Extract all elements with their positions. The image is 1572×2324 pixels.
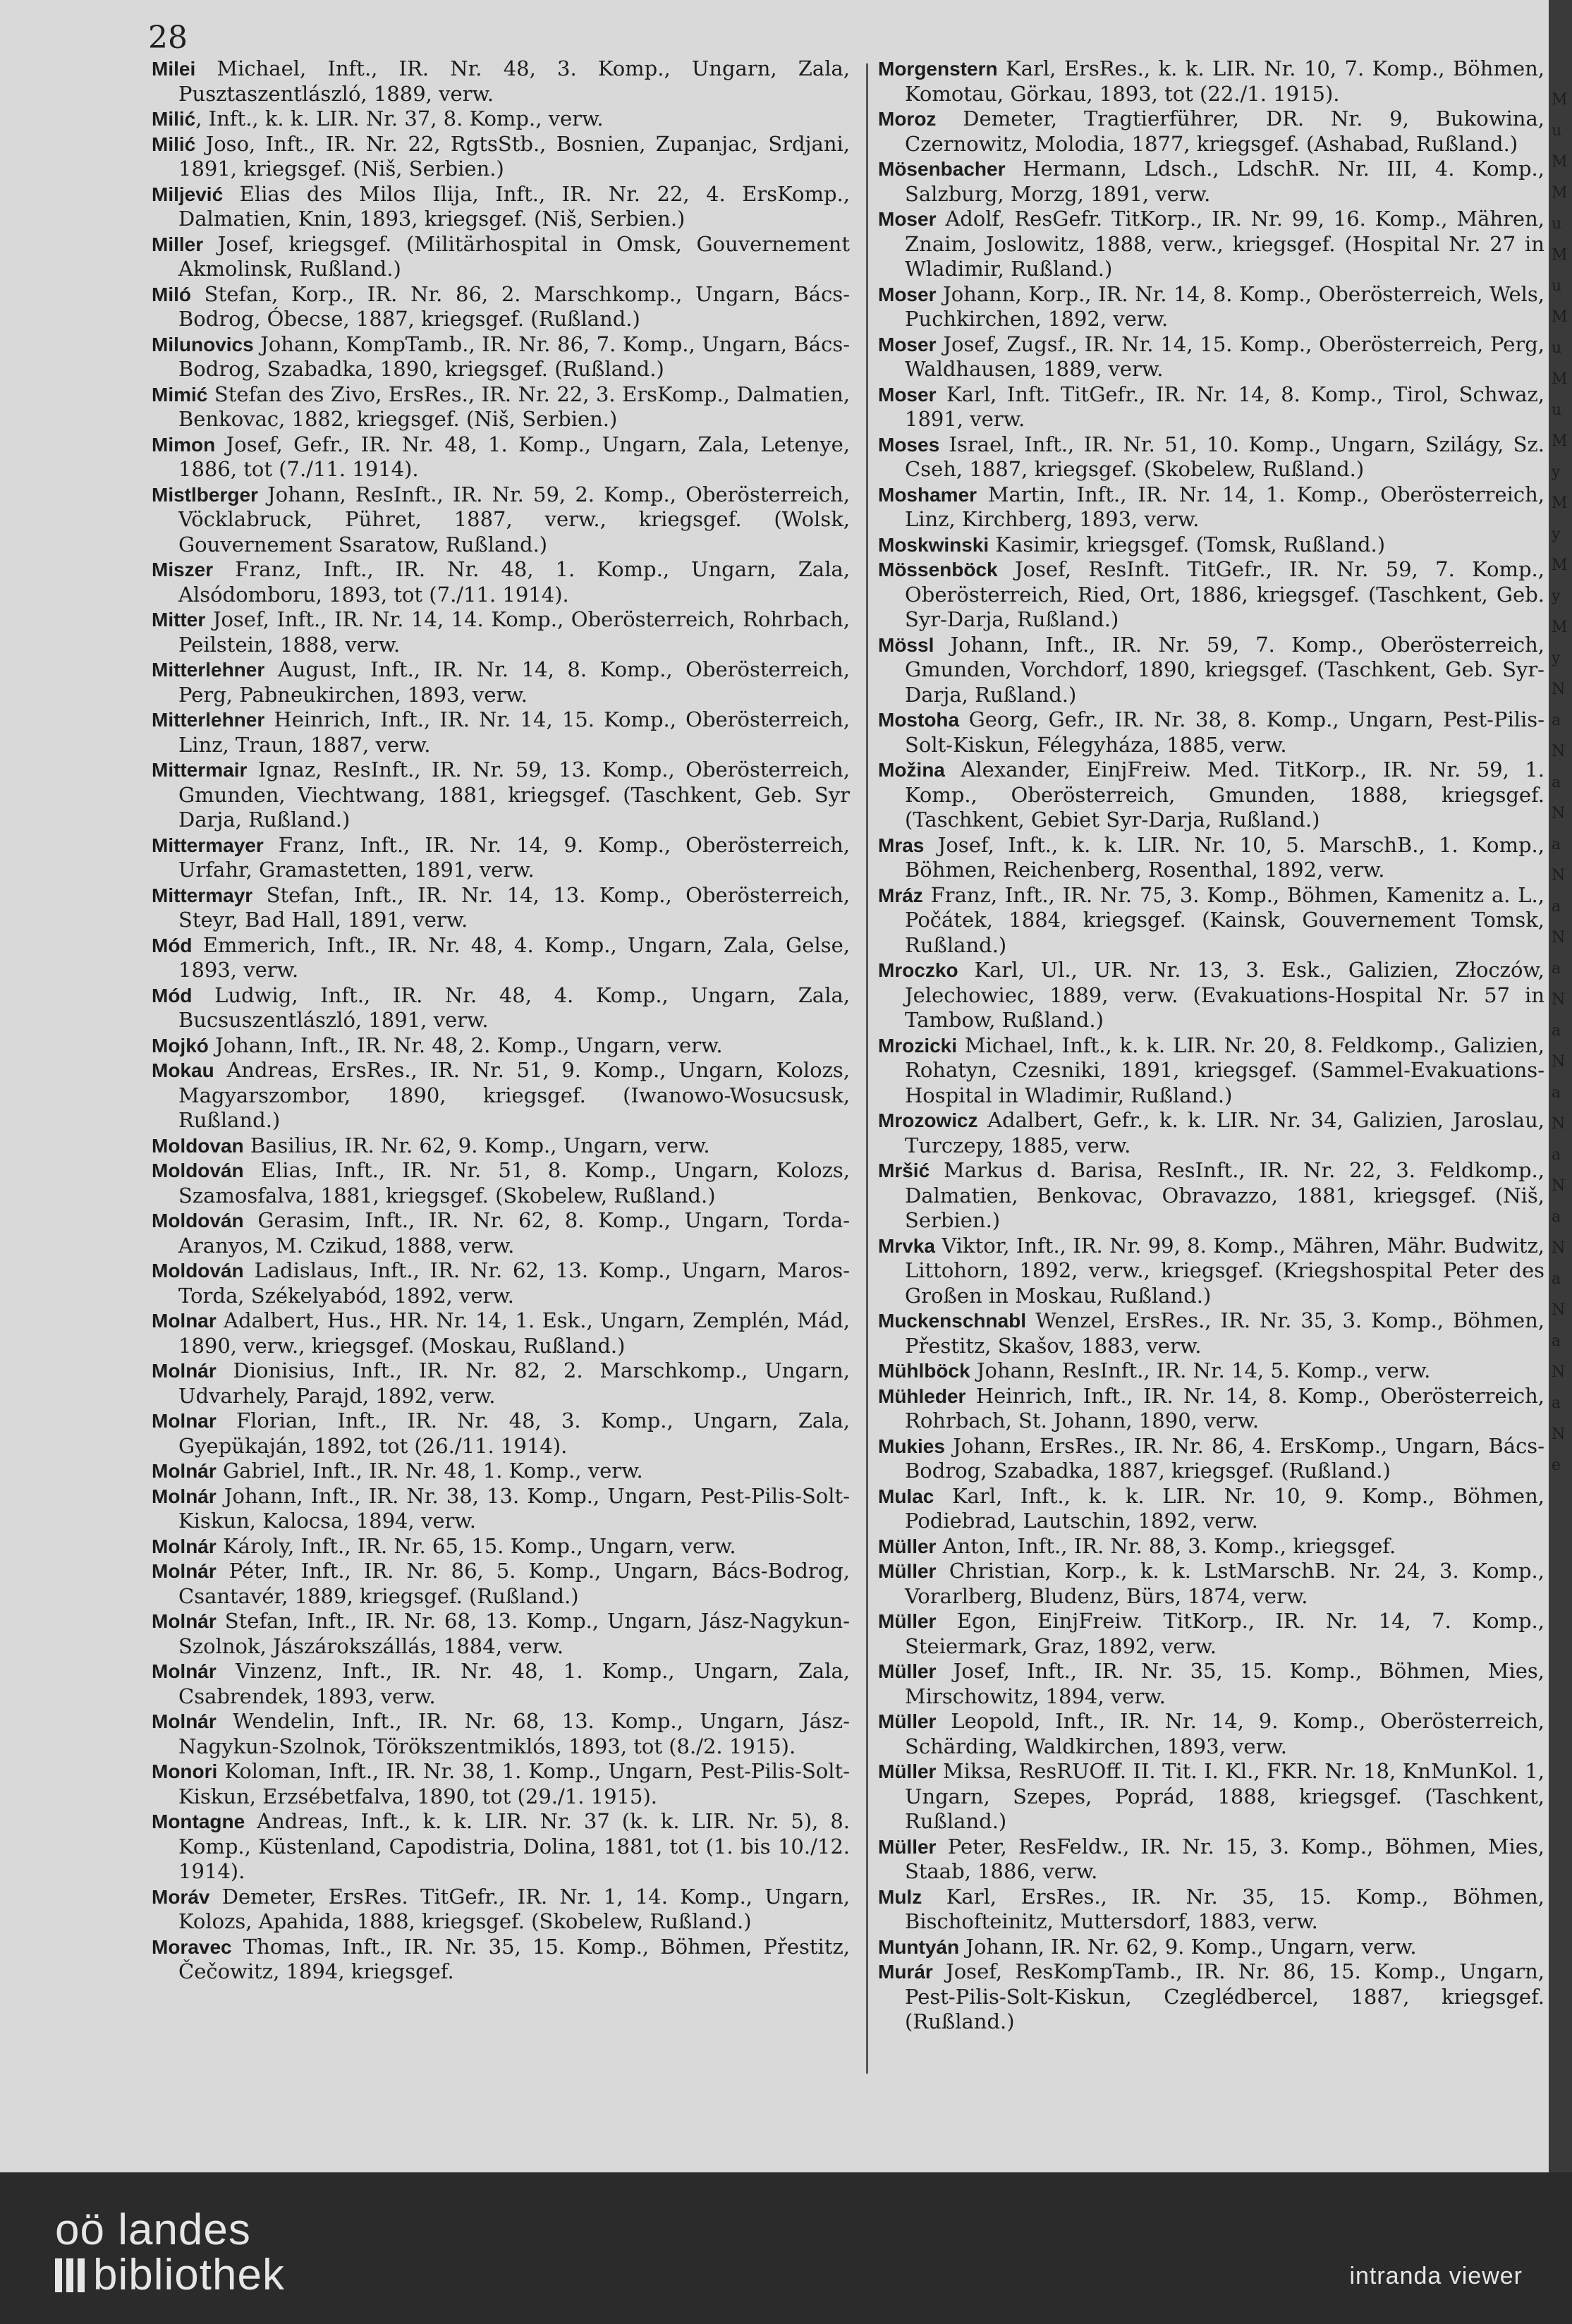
entry-surname: Mras bbox=[878, 834, 925, 856]
entry-details: Franz, Inft., IR. Nr. 14, 9. Komp., Oberösterreich, Urfahr, Gramastetten, 1891, verw. bbox=[178, 832, 850, 882]
directory-entry bbox=[878, 56, 1544, 107]
directory-entry bbox=[878, 382, 1544, 432]
entry-surname: Moráv bbox=[152, 1885, 210, 1908]
entry-surname: Miló bbox=[152, 283, 191, 305]
entry-details: Vinzenz, Inft., IR. Nr. 48, 1. Komp., Ungarn, Zala, Csabrendek, 1893, verw. bbox=[178, 1659, 850, 1708]
directory-entry bbox=[878, 1935, 1544, 1960]
entry-surname: Molnar bbox=[152, 1310, 217, 1332]
entry-surname: Molnár bbox=[152, 1360, 217, 1382]
entry-surname: Müller bbox=[878, 1710, 937, 1732]
directory-entry bbox=[152, 1208, 850, 1258]
logo-text-line2: bibliothek bbox=[93, 2251, 285, 2299]
entry-details: Johann, Korp., IR. Nr. 14, 8. Komp., Oberösterreich, Wels, Puchkirchen, 1892, verw. bbox=[905, 281, 1544, 331]
entry-details: Karl, Ul., UR. Nr. 13, 3. Esk., Galizien, Złoczów, Jelechowiec, 1889, verw. (Evakuations-Hospital Nr. 57 in Tambow, Rußland.) bbox=[905, 958, 1544, 1032]
entry-details: Stefan, Inft., IR. Nr. 68, 13. Komp., Ungarn, Jász-Nagykun-Szolnok, Jászárokszállás, 1884, verw. bbox=[178, 1609, 850, 1658]
directory-entry bbox=[878, 533, 1544, 558]
entry-surname: Moldován bbox=[152, 1210, 244, 1231]
entry-details: Johann, ResInft., IR. Nr. 14, 5. Komp., verw. bbox=[970, 1358, 1431, 1382]
directory-entry bbox=[878, 1835, 1544, 1885]
entry-surname: Molnár bbox=[152, 1535, 217, 1557]
entry-surname: Mršić bbox=[878, 1160, 930, 1181]
entry-details: Koloman, Inft., IR. Nr. 38, 1. Komp., Ungarn, Pest-Pilis-Solt-Kiskun, Erzsébetfalva, 1890, tot (29./1. 1915). bbox=[178, 1759, 850, 1808]
entry-details: Heinrich, Inft., IR. Nr. 14, 8. Komp., Oberösterreich, Rohrbach, St. Johann, 1890, verw. bbox=[905, 1383, 1544, 1432]
directory-entry bbox=[152, 1308, 850, 1358]
logo-text-line1: oö landes bbox=[55, 2206, 251, 2254]
entry-details: Florian, Inft., IR. Nr. 48, 3. Komp., Ungarn, Zala, Gyepükaján, 1892, tot (26./11. 1914). bbox=[178, 1409, 850, 1458]
directory-entry bbox=[152, 107, 850, 132]
entry-surname: Mráz bbox=[878, 884, 923, 906]
entry-surname: Mokau bbox=[152, 1059, 214, 1081]
entry-surname: Murár bbox=[878, 1961, 933, 1983]
entry-surname: Molnár bbox=[152, 1610, 217, 1632]
directory-entry bbox=[152, 382, 850, 432]
entry-details: Josef, Inft., IR. Nr. 14, 14. Komp., Oberösterreich, Rohrbach, Peilstein, 1888, verw. bbox=[178, 607, 850, 657]
entry-details: Egon, EinjFreiw. TitKorp., IR. Nr. 14, 7. Komp., Steiermark, Graz, 1892, verw. bbox=[905, 1609, 1544, 1658]
entry-details: Israel, Inft., IR. Nr. 51, 10. Komp., Ungarn, Szilágy, Sz. Cseh, 1887, kriegsgef. (Skobelew, Rußland.) bbox=[905, 432, 1544, 481]
entry-details: Viktor, Inft., IR. Nr. 99, 8. Komp., Mähren, Mähr. Budwitz, Littohorn, 1892, verw., kriegsgef. (Kriegshospital Peter des Großen in Moskau, Rußland.) bbox=[905, 1233, 1544, 1308]
directory-entry bbox=[152, 56, 850, 107]
directory-entry bbox=[878, 883, 1544, 959]
directory-entry bbox=[878, 707, 1544, 758]
directory-entry bbox=[152, 1258, 850, 1308]
entry-surname: Moser bbox=[878, 283, 937, 305]
directory-entry bbox=[878, 432, 1544, 482]
entry-details: Georg, Gefr., IR. Nr. 38, 8. Komp., Ungarn, Pest-Pilis-Solt-Kiskun, Félegyháza, 1885, verw. bbox=[905, 707, 1544, 757]
directory-entry bbox=[152, 482, 850, 558]
directory-entry bbox=[878, 1234, 1544, 1309]
directory-entry bbox=[152, 833, 850, 883]
directory-entry bbox=[152, 332, 850, 382]
entry-details: Stefan, Inft., IR. Nr. 14, 13. Komp., Oberösterreich, Steyr, Bad Hall, 1891, verw. bbox=[178, 882, 850, 932]
directory-entry bbox=[152, 1459, 850, 1484]
entry-surname: Mód bbox=[152, 984, 193, 1006]
entry-surname: Mroczko bbox=[878, 959, 958, 981]
directory-entry bbox=[152, 182, 850, 232]
directory-entry bbox=[152, 132, 850, 182]
entry-details: Christian, Korp., k. k. LstMarschB. Nr. 24, 3. Komp., Vorarlberg, Bludenz, Bürs, 1874, verw. bbox=[905, 1559, 1544, 1608]
directory-entry bbox=[878, 1033, 1544, 1109]
directory-entry bbox=[878, 1434, 1544, 1484]
directory-entry bbox=[152, 1809, 850, 1885]
entry-details: Josef, Gefr., IR. Nr. 48, 1. Komp., Ungarn, Zala, Letenye, 1886, tot (7./11. 1914). bbox=[178, 432, 850, 481]
entry-details: Karl, ErsRes., IR. Nr. 35, 15. Komp., Böhmen, Bischofteinitz, Muttersdorf, 1883, verw. bbox=[905, 1884, 1544, 1933]
entry-surname: Moskwinski bbox=[878, 533, 989, 556]
entry-details: Johann, Inft., IR. Nr. 59, 7. Komp., Oberösterreich, Gmunden, Vorchdorf, 1890, kriegsgef. (Taschkent, Geb. Syr-Darja, Rußland.) bbox=[905, 632, 1544, 707]
directory-entry bbox=[878, 633, 1544, 708]
entry-details: Johann, KompTamb., IR. Nr. 86, 7. Komp., Ungarn, Bács-Bodrog, Szabadka, 1890, kriegsgef. (Rußland.) bbox=[178, 331, 850, 381]
entry-surname: Mostoha bbox=[878, 709, 960, 731]
entry-surname: Miljević bbox=[152, 183, 224, 205]
entry-surname: Moses bbox=[878, 433, 940, 456]
directory-entry bbox=[152, 1559, 850, 1609]
left-column bbox=[152, 56, 850, 1985]
entry-surname: Müller bbox=[878, 1835, 937, 1858]
entry-details: Miksa, ResRUOff. II. Tit. I. Kl., FKR. Nr. 18, KnMunKol. 1, Ungarn, Szepes, Poprád, 1888, kriegsgef. (Taschkent, Rußland.) bbox=[905, 1759, 1544, 1833]
entry-details: Gerasim, Inft., IR. Nr. 62, 8. Komp., Ungarn, Torda-Aranyos, M. Czikud, 1888, verw. bbox=[178, 1208, 850, 1258]
directory-entry bbox=[878, 1759, 1544, 1835]
entry-details: Josef, kriegsgef. (Militärhospital in Omsk, Gouvernement Akmolinsk, Rußland.) bbox=[178, 231, 850, 281]
entry-details: Stefan des Zivo, ErsRes., IR. Nr. 22, 3. ErsKomp., Dalmatien, Benkovac, 1882, kriegsgef. (Niš, Serbien.) bbox=[178, 382, 850, 431]
entry-surname: Molnár bbox=[152, 1710, 217, 1732]
entry-details: Károly, Inft., IR. Nr. 65, 15. Komp., Ungarn, verw. bbox=[216, 1533, 736, 1558]
entry-details: Adalbert, Hus., HR. Nr. 14, 1. Esk., Ungarn, Zemplén, Mád, 1890, verw., kriegsgef. (Moskau, Rußland.) bbox=[178, 1308, 850, 1358]
directory-entry bbox=[878, 1358, 1544, 1384]
entry-details: Stefan, Korp., IR. Nr. 86, 2. Marschkomp., Ungarn, Bács-Bodrog, Óbecse, 1887, kriegsgef. (Rußland.) bbox=[178, 281, 850, 331]
entry-surname: Mösenbacher bbox=[878, 158, 1006, 180]
entry-details: Josef, ResInft. TitGefr., IR. Nr. 59, 7. Komp., Oberösterreich, Ried, Ort, 1886, kriegsgef. (Taschkent, Geb. Syr-Darja, Rußland.) bbox=[905, 557, 1544, 631]
directory-entry bbox=[878, 1609, 1544, 1659]
entry-details: Peter, ResFeldw., IR. Nr. 15, 3. Komp., Böhmen, Mies, Staab, 1886, verw. bbox=[905, 1834, 1544, 1883]
entry-surname: Mössl bbox=[878, 633, 934, 656]
entry-details: Josef, Inft., k. k. LIR. Nr. 10, 5. MarschB., 1. Komp., Böhmen, Reichenberg, Rosenthal, 1892, verw. bbox=[905, 832, 1544, 882]
entry-surname: Müller bbox=[878, 1610, 937, 1632]
entry-surname: Mitterlehner bbox=[152, 709, 265, 731]
viewer-footer bbox=[0, 2172, 1572, 2324]
directory-entry bbox=[152, 657, 850, 707]
entry-surname: Molnár bbox=[152, 1485, 217, 1507]
entry-surname: Mühlböck bbox=[878, 1360, 970, 1382]
right-column bbox=[878, 56, 1544, 2035]
entry-surname: Molnár bbox=[152, 1460, 217, 1482]
entry-details: Demeter, Tragtierführer, DR. Nr. 9, Bukowina, Czernowitz, Molodia, 1877, kriegsgef. (Ashabad, Rußland.) bbox=[905, 107, 1544, 156]
logo-bars-icon bbox=[55, 2258, 85, 2292]
entry-surname: Müller bbox=[878, 1535, 937, 1557]
directory-entry bbox=[152, 883, 850, 933]
entry-surname: Muntyán bbox=[878, 1935, 960, 1958]
logo-line2-wrap bbox=[55, 2253, 285, 2298]
directory-entry bbox=[152, 1033, 850, 1059]
directory-entry bbox=[878, 1885, 1544, 1935]
library-logo[interactable] bbox=[55, 2208, 285, 2298]
directory-entry bbox=[152, 1358, 850, 1409]
directory-entry bbox=[152, 1759, 850, 1809]
directory-entry bbox=[152, 1885, 850, 1935]
entry-details: Josef, ResKompTamb., IR. Nr. 86, 15. Komp., Ungarn, Pest-Pilis-Solt-Kiskun, Czeglédbercel, 1887, kriegsgef. (Rußland.) bbox=[905, 1959, 1544, 2033]
entry-surname: Mistlberger bbox=[152, 483, 258, 506]
adjacent-page-edge-text: MuMMuMuMuMuMyMyMyMyNaNaNaNaNaNaNaNaNaNaNaNaNe bbox=[1552, 91, 1568, 1474]
entry-details: Andreas, ErsRes., IR. Nr. 51, 9. Komp., Ungarn, Kolozs, Magyarszombor, 1890, kriegsgef. (Iwanowo-Wosucsusk, Rußland.) bbox=[178, 1058, 850, 1132]
entry-surname: Montagne bbox=[152, 1811, 245, 1832]
entry-details: Johann, ResInft., IR. Nr. 59, 2. Komp., Oberösterreich, Vöcklabruck, Pühret, 1887, verw., kriegsgef. (Wolsk, Gouvernement Ssaratow, Rußland.) bbox=[178, 482, 850, 556]
entry-surname: Moldován bbox=[152, 1160, 244, 1181]
directory-entry bbox=[878, 1158, 1544, 1234]
entry-details: Elias des Milos Ilija, Inft., IR. Nr. 22, 4. ErsKomp., Dalmatien, Knin, 1893, kriegsgef. (Niš, Serbien.) bbox=[178, 181, 850, 231]
directory-entry bbox=[878, 482, 1544, 533]
directory-entry bbox=[152, 1935, 850, 1985]
directory-entry bbox=[152, 607, 850, 657]
entry-surname: Mittermair bbox=[152, 759, 248, 781]
entry-details: Johann, ErsRes., IR. Nr. 86, 4. ErsKomp., Ungarn, Bács-Bodrog, Szabadka, 1887, kriegsgef. (Rußland.) bbox=[905, 1433, 1544, 1483]
entry-surname: Moravec bbox=[152, 1935, 232, 1958]
entry-surname: Mukies bbox=[878, 1435, 945, 1457]
entry-details: Franz, Inft., IR. Nr. 48, 1. Komp., Ungarn, Zala, Alsódomboru, 1893, tot (7./11. 1914). bbox=[178, 557, 850, 607]
entry-surname: Monori bbox=[152, 1760, 218, 1782]
directory-entry bbox=[152, 432, 850, 482]
directory-entry bbox=[152, 1709, 850, 1759]
entry-surname: Milunovics bbox=[152, 333, 254, 355]
directory-entry bbox=[152, 983, 850, 1033]
entry-surname: Mössenböck bbox=[878, 559, 998, 580]
entry-details: Péter, Inft., IR. Nr. 86, 5. Komp., Ungarn, Bács-Bodrog, Csantavér, 1889, kriegsgef. (Rußland.) bbox=[178, 1559, 850, 1608]
directory-entry bbox=[878, 1484, 1544, 1534]
directory-entry bbox=[878, 1308, 1544, 1358]
directory-entry bbox=[152, 758, 850, 833]
page-number: 28 bbox=[148, 20, 188, 56]
directory-entry bbox=[152, 1409, 850, 1459]
entry-surname: Muckenschnabl bbox=[878, 1310, 1027, 1332]
entry-details: Leopold, Inft., IR. Nr. 14, 9. Komp., Oberösterreich, Schärding, Waldkirchen, 1893, verw. bbox=[905, 1709, 1544, 1758]
directory-entry bbox=[878, 107, 1544, 157]
entry-details: Johann, Inft., IR. Nr. 48, 2. Komp., Ungarn, verw. bbox=[208, 1033, 723, 1057]
entry-details: Franz, Inft., IR. Nr. 75, 3. Komp., Böhmen, Kamenitz a. L., Počátek, 1884, kriegsgef. (Kainsk, Gouvernement Tomsk, Rußland.) bbox=[905, 882, 1544, 957]
entry-details: Michael, Inft., IR. Nr. 48, 3. Komp., Ungarn, Zala, Pusztaszentlászló, 1889, verw. bbox=[178, 56, 850, 106]
entry-surname: Mulz bbox=[878, 1885, 922, 1908]
entry-surname: Müller bbox=[878, 1660, 937, 1682]
entry-details: Ladislaus, Inft., IR. Nr. 62, 13. Komp., Ungarn, Maros-Torda, Székelyabód, 1892, verw. bbox=[178, 1258, 850, 1308]
directory-entry bbox=[878, 958, 1544, 1033]
entry-surname: Mojkó bbox=[152, 1034, 209, 1057]
entry-details: Heinrich, Inft., IR. Nr. 14, 15. Komp., Oberösterreich, Linz, Traun, 1887, verw. bbox=[178, 707, 850, 757]
entry-details: Karl, Inft. TitGefr., IR. Nr. 14, 8. Komp., Tirol, Schwaz, 1891, verw. bbox=[905, 382, 1544, 431]
directory-entry bbox=[152, 1133, 850, 1159]
directory-entry bbox=[878, 332, 1544, 382]
directory-entry bbox=[152, 1484, 850, 1534]
viewer-label[interactable]: intranda viewer bbox=[1349, 2263, 1523, 2289]
directory-entry bbox=[152, 1659, 850, 1709]
entry-details: Dionisius, Inft., IR. Nr. 82, 2. Marschkomp., Ungarn, Udvarhely, Parajd, 1892, verw. bbox=[178, 1358, 850, 1408]
entry-surname: Mrozicki bbox=[878, 1034, 958, 1057]
entry-details: Adolf, ResGefr. TitKorp., IR. Nr. 99, 16. Komp., Mähren, Znaim, Joslowitz, 1888, verw., kriegsgef. (Hospital Nr. 27 in Wladimir, Rußland.) bbox=[905, 207, 1544, 281]
entry-surname: Mühleder bbox=[878, 1385, 966, 1407]
directory-entry bbox=[878, 282, 1544, 332]
entry-surname: Mitterlehner bbox=[152, 659, 265, 681]
directory-entry bbox=[878, 1959, 1544, 2035]
directory-entry bbox=[878, 1709, 1544, 1759]
directory-entry bbox=[152, 557, 850, 607]
entry-details: Gabriel, Inft., IR. Nr. 48, 1. Komp., verw. bbox=[216, 1459, 643, 1483]
entry-surname: Mimić bbox=[152, 383, 208, 406]
entry-surname: Moser bbox=[878, 333, 937, 355]
entry-details: Basilius, IR. Nr. 62, 9. Komp., Ungarn, verw. bbox=[243, 1133, 710, 1157]
entry-surname: Müller bbox=[878, 1760, 937, 1782]
entry-details: Johann, IR. Nr. 62, 9. Komp., Ungarn, verw. bbox=[959, 1934, 1417, 1959]
directory-entry bbox=[878, 157, 1544, 207]
entry-surname: Mimon bbox=[152, 433, 216, 456]
entry-details: , Inft., k. k. LIR. Nr. 37, 8. Komp., verw. bbox=[195, 107, 604, 130]
entry-details: Martin, Inft., IR. Nr. 14, 1. Komp., Oberösterreich, Linz, Kirchberg, 1893, verw. bbox=[905, 482, 1544, 531]
directory-entry bbox=[152, 707, 850, 758]
entry-details: Josef, Inft., IR. Nr. 35, 15. Komp., Böhmen, Mies, Mirschowitz, 1894, verw. bbox=[905, 1659, 1544, 1708]
directory-entry bbox=[878, 1108, 1544, 1158]
entry-surname: Morgenstern bbox=[878, 58, 998, 80]
adjacent-page-edge bbox=[1549, 0, 1572, 2172]
entry-details: Johann, Inft., IR. Nr. 38, 13. Komp., Ungarn, Pest-Pilis-Solt-Kiskun, Kalocsa, 1894, verw. bbox=[178, 1483, 850, 1533]
column-divider bbox=[866, 63, 868, 2074]
directory-entry bbox=[152, 933, 850, 983]
directory-entry bbox=[152, 232, 850, 282]
entry-surname: Mód bbox=[152, 934, 193, 956]
entry-details: Demeter, ErsRes. TitGefr., IR. Nr. 1, 14. Komp., Ungarn, Kolozs, Apahida, 1888, kriegsgef. (Skobelew, Rußland.) bbox=[178, 1884, 850, 1933]
entry-surname: Milić bbox=[152, 133, 196, 155]
entry-details: Ignaz, ResInft., IR. Nr. 59, 13. Komp., Oberösterreich, Gmunden, Viechtwang, 1881, kriegsgef. (Taschkent, Geb. Syr Darja, Rußland.) bbox=[178, 758, 850, 832]
entry-surname: Milić bbox=[152, 108, 196, 130]
entry-details: Elias, Inft., IR. Nr. 51, 8. Komp., Ungarn, Kolozs, Szamosfalva, 1881, kriegsgef. (Skobelew, Rußland.) bbox=[178, 1158, 850, 1207]
entry-details: Thomas, Inft., IR. Nr. 35, 15. Komp., Böhmen, Přestitz, Čečowitz, 1894, kriegsgef. bbox=[178, 1934, 850, 1983]
entry-surname: Mrozowicz bbox=[878, 1109, 978, 1131]
entry-details: Michael, Inft., k. k. LIR. Nr. 20, 8. Feldkomp., Galizien, Rohatyn, Czesniki, 1891, kriegsgef. (Sammel-Evakuations-Hospital in Wladimir, Rußland.) bbox=[905, 1033, 1544, 1107]
entry-surname: Molnár bbox=[152, 1560, 217, 1582]
entry-surname: Moldovan bbox=[152, 1134, 244, 1157]
entry-details: Wenzel, ErsRes., IR. Nr. 35, 3. Komp., Böhmen, Přestitz, Skašov, 1883, verw. bbox=[905, 1308, 1544, 1358]
entry-details: Markus d. Barisa, ResInft., IR. Nr. 22, 3. Feldkomp., Dalmatien, Benkovac, Obravazzo, 1881, kriegsgef. (Niš, Serbien.) bbox=[905, 1158, 1544, 1232]
entry-surname: Molnár bbox=[152, 1660, 217, 1682]
entry-surname: Mitter bbox=[152, 609, 206, 631]
entry-details: Alexander, EinjFreiw. Med. TitKorp., IR. Nr. 59, 1. Komp., Oberösterreich, Gmunden, 1888, kriegsgef. (Taschkent, Gebiet Syr-Darja, Rußland.) bbox=[905, 758, 1544, 832]
directory-entry bbox=[152, 1609, 850, 1659]
entry-details: Joso, Inft., IR. Nr. 22, RgtsStb., Bosnien, Zupanjac, Srdjani, 1891, kriegsgef. (Niš, Serbien.) bbox=[178, 131, 850, 181]
entry-surname: Miszer bbox=[152, 559, 214, 580]
entry-details: August, Inft., IR. Nr. 14, 8. Komp., Oberösterreich, Perg, Pabneukirchen, 1893, verw. bbox=[178, 657, 850, 707]
directory-entry bbox=[878, 557, 1544, 633]
entry-surname: Miller bbox=[152, 233, 204, 255]
entry-surname: Mittermayr bbox=[152, 884, 253, 906]
directory-entry bbox=[878, 1659, 1544, 1709]
entry-surname: Mrvka bbox=[878, 1234, 935, 1257]
entry-surname: Moldován bbox=[152, 1260, 244, 1282]
entry-surname: Mittermayer bbox=[152, 834, 264, 856]
entry-surname: Mulac bbox=[878, 1485, 934, 1507]
directory-entry bbox=[152, 1158, 850, 1208]
directory-entry bbox=[152, 1058, 850, 1133]
entry-details: Adalbert, Gefr., k. k. LIR. Nr. 34, Galizien, Jaroslau, Turczepy, 1885, verw. bbox=[905, 1108, 1544, 1157]
entry-details: Anton, Inft., IR. Nr. 88, 3. Komp., kriegsgef. bbox=[936, 1533, 1396, 1558]
entry-details: Josef, Zugsf., IR. Nr. 14, 15. Komp., Oberösterreich, Perg, Waldhausen, 1889, verw. bbox=[905, 331, 1544, 381]
entry-details: Emmerich, Inft., IR. Nr. 48, 4. Komp., Ungarn, Zala, Gelse, 1893, verw. bbox=[178, 932, 850, 982]
entry-details: Kasimir, kriegsgef. (Tomsk, Rußland.) bbox=[989, 532, 1386, 556]
entry-details: Andreas, Inft., k. k. LIR. Nr. 37 (k. k. LIR. Nr. 5), 8. Komp., Küstenland, Capodistria, Dolina, 1881, tot (1. bis 10./12. 1914). bbox=[178, 1809, 850, 1883]
entry-details: Wendelin, Inft., IR. Nr. 68, 13. Komp., Ungarn, Jász-Nagykun-Szolnok, Törökszentmiklós, 1893, tot (8./2. 1915). bbox=[178, 1709, 850, 1758]
entry-surname: Müller bbox=[878, 1560, 937, 1582]
directory-entry bbox=[878, 758, 1544, 833]
directory-entry bbox=[152, 282, 850, 332]
directory-entry bbox=[878, 1559, 1544, 1609]
entry-surname: Moroz bbox=[878, 108, 937, 130]
entry-surname: Milei bbox=[152, 58, 196, 80]
entry-details: Ludwig, Inft., IR. Nr. 48, 4. Komp., Ungarn, Zala, Bucsuszentlászló, 1891, verw. bbox=[178, 982, 850, 1032]
directory-entry bbox=[878, 1534, 1544, 1559]
directory-entry bbox=[878, 833, 1544, 883]
entry-surname: Moser bbox=[878, 383, 937, 406]
entry-surname: Možina bbox=[878, 759, 945, 781]
entry-details: Karl, Inft., k. k. LIR. Nr. 10, 9. Komp., Böhmen, Podiebrad, Lautschin, 1892, verw. bbox=[905, 1483, 1544, 1533]
entry-surname: Moshamer bbox=[878, 483, 977, 506]
directory-entry bbox=[878, 1384, 1544, 1434]
directory-entry bbox=[152, 1534, 850, 1559]
entry-surname: Molnar bbox=[152, 1410, 217, 1432]
directory-entry bbox=[878, 207, 1544, 282]
entry-details: Karl, ErsRes., k. k. LIR. Nr. 10, 7. Komp., Böhmen, Komotau, Görkau, 1893, tot (22./1. 1915). bbox=[905, 56, 1544, 106]
entry-surname: Moser bbox=[878, 208, 937, 230]
entry-details: Hermann, Ldsch., LdschR. Nr. III, 4. Komp., Salzburg, Morzg, 1891, verw. bbox=[905, 157, 1544, 206]
